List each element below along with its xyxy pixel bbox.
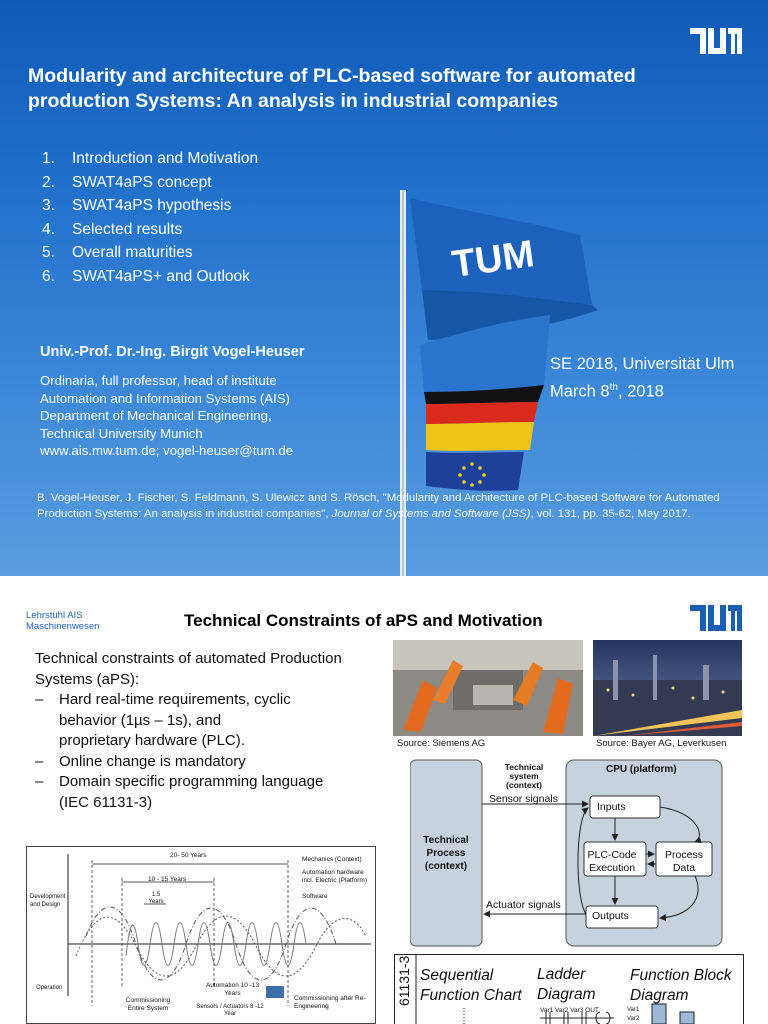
chemical-plant-photo xyxy=(593,640,742,736)
agenda-item xyxy=(42,244,258,268)
tum-logo xyxy=(690,605,742,631)
agenda-text: SWAT4aPS concept xyxy=(72,173,212,191)
conference-name: SE 2018, Universität Ulm xyxy=(550,355,735,373)
ladder-vars: Var1 Var2 Var3 OUT xyxy=(540,1007,599,1014)
fbd-var: Var1 xyxy=(627,1007,640,1013)
legend-hardware: Automation hardware incl. Electric (Platform) xyxy=(302,869,368,884)
agenda-item xyxy=(42,150,258,174)
legend-mechanics: Mechanics (Context) xyxy=(302,856,362,863)
slide-title: Technical Constraints of aPS and Motivation xyxy=(184,611,543,630)
inputs-label: Inputs xyxy=(597,801,626,813)
chair-label xyxy=(26,610,99,632)
cpu-label: CPU (platform) xyxy=(606,764,677,775)
fbd-var: Var2 xyxy=(627,1016,640,1022)
title-line-2: production Systems: An analysis in industrial companies xyxy=(28,90,559,112)
language-sfc: Sequential Function Chart xyxy=(420,967,522,1004)
event-reengineering: Commissioning after Re-Engineering xyxy=(294,995,366,1010)
constraints-text xyxy=(35,649,395,813)
title-line-1: Modularity and architecture of PLC-based software for automated xyxy=(28,65,636,87)
process-data-label: Process Data xyxy=(665,849,703,874)
constraint-line: (IEC 61131-3) xyxy=(59,793,153,811)
sensor-signals-label: Sensor signals xyxy=(489,793,558,805)
constraint-line: Online change is mandatory xyxy=(59,752,246,770)
german-flag-gold xyxy=(426,422,534,451)
y-label-development: Development and Design xyxy=(30,894,66,908)
date-year: , 2018 xyxy=(617,382,664,401)
constraint-item xyxy=(35,690,395,752)
plc-code-label: PLC-Code Execution xyxy=(587,849,637,874)
constraint-item xyxy=(35,752,395,773)
hardware-icon xyxy=(266,986,284,998)
y-label-operation: Operation xyxy=(36,985,63,991)
event-commissioning: Commissioning Entire System xyxy=(125,997,171,1012)
agenda-text: Overall maturities xyxy=(72,244,193,261)
agenda-text: SWAT4aPS+ and Outlook xyxy=(72,267,250,285)
author-name: Univ.-Prof. Dr.-Ing. Birgit Vogel-Heuser xyxy=(40,344,305,360)
paper-reference xyxy=(37,490,742,522)
agenda-number: 4. xyxy=(42,220,55,238)
date-ordinal: th xyxy=(609,382,618,393)
chair-line-1: Lehrstuhl AIS xyxy=(26,610,83,621)
eu-flag xyxy=(426,452,524,491)
bullet-dash: – xyxy=(35,773,44,790)
author-affiliation xyxy=(40,372,293,460)
chair-line-2: Maschinenwesen xyxy=(26,621,100,632)
agenda-list xyxy=(42,150,258,291)
agenda-item xyxy=(42,221,258,245)
constraint-line: Domain specific programming language xyxy=(59,773,324,790)
agenda-number: 2. xyxy=(42,173,55,191)
german-flag-red xyxy=(426,402,538,424)
constraints-slide xyxy=(0,576,768,1024)
flag-logo: TUM xyxy=(449,233,537,287)
span-label: Automation 10 -13 Years xyxy=(205,982,260,997)
span-label: Sensors / Actuators 8 -12 Year xyxy=(196,1004,264,1017)
agenda-item xyxy=(42,268,258,292)
photo-source-1: Source: Siemens AG xyxy=(397,738,486,749)
bullet-dash: – xyxy=(35,752,44,770)
legend-software: Software xyxy=(302,893,328,900)
agenda-text: SWAT4aPS hypothesis xyxy=(72,197,232,214)
constraint-line: proprietary hardware (PLC). xyxy=(59,732,245,749)
constraint-item xyxy=(35,772,395,813)
language-ladder: Ladder Diagram xyxy=(537,966,596,1003)
affiliation-line: Department of Mechanical Engineering, xyxy=(40,408,272,424)
agenda-number: 1. xyxy=(42,150,55,167)
affiliation-line: Ordinaria, full professor, head of institute xyxy=(40,373,277,388)
agenda-item xyxy=(42,197,258,221)
bullet-dash: – xyxy=(35,691,44,708)
tech-system-label: Technical system (context) xyxy=(504,762,544,790)
date-day: March 8 xyxy=(550,382,610,401)
affiliation-contact: www.ais.mw.tum.de; vogel-heuser@tum.de xyxy=(40,443,294,459)
reference-details: , vol. 131, pp. 35-62, May 2017. xyxy=(530,508,691,520)
tum-logo xyxy=(690,28,742,54)
actuator-signals-label: Actuator signals xyxy=(486,899,561,911)
span-label: 1.5 Years xyxy=(148,892,164,905)
constraint-line: behavior (1µs – 1s), and xyxy=(59,711,222,729)
agenda-item xyxy=(42,174,258,198)
agenda-text: Introduction and Motivation xyxy=(72,150,259,167)
fbd-block xyxy=(652,1004,666,1024)
intro-line: Systems (aPS): xyxy=(35,670,140,688)
span-label: 20- 50 Years xyxy=(170,852,207,859)
conference-date xyxy=(550,376,734,404)
affiliation-line: Technical University Munich xyxy=(40,425,203,441)
technical-process-label: Technical Process (context) xyxy=(423,835,469,872)
reference-journal: Journal of Systems and Software (JSS) xyxy=(331,508,531,520)
factory-robots-photo xyxy=(393,640,583,736)
outputs-label: Outputs xyxy=(592,910,629,922)
span-label: 10 - 15 Years xyxy=(148,876,187,883)
reference-authors: B. Vogel-Heuser, J. Fischer, S. Feldmann, S. Ulewicz and S. Rösch, "Modularity and Architecture of PLC-based Software for Automated Production Systems: An analysis in industrial companies", xyxy=(37,492,720,520)
iec-label: 61131-3 xyxy=(396,955,412,1006)
constraint-line: Hard real-time requirements, cyclic xyxy=(59,691,291,708)
agenda-number: 5. xyxy=(42,244,55,261)
agenda-text: Selected results xyxy=(72,220,183,238)
intro-line: Technical constraints of automated Production xyxy=(35,650,342,667)
fbd-block xyxy=(680,1012,694,1024)
agenda-number: 3. xyxy=(42,197,55,214)
agenda-number: 6. xyxy=(42,267,55,285)
language-fbd: Function Block Diagram xyxy=(630,967,732,1004)
presentation-title xyxy=(28,64,728,114)
conference-info xyxy=(550,353,734,404)
photo-source-2: Source: Bayer AG, Leverkusen xyxy=(596,738,727,749)
affiliation-line: Automation and Information Systems (AIS) xyxy=(40,390,290,406)
